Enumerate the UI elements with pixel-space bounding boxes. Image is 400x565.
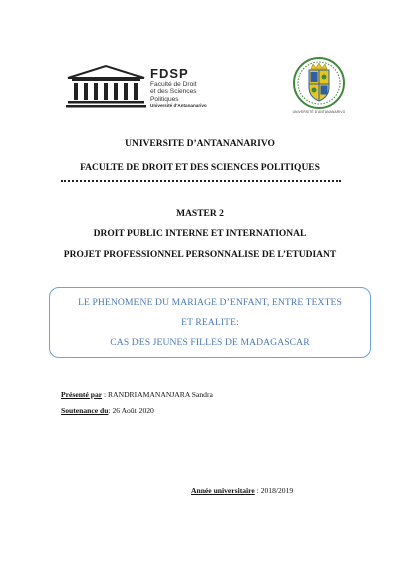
seal-caption: UNIVERSITÉ D'ANTANANARIVO xyxy=(292,110,346,114)
defense-value: : 26 Août 2020 xyxy=(108,406,154,415)
presenter-label: Présenté par xyxy=(61,390,103,399)
university-seal xyxy=(289,55,349,121)
defense-line xyxy=(61,406,154,415)
university-name: UNIVERSITE D’ANTANANARIVO xyxy=(125,139,275,149)
thesis-title-box xyxy=(49,287,371,358)
faculty-building-icon xyxy=(64,64,148,108)
university-seal-icon xyxy=(289,55,349,111)
thesis-title-line3: CAS DES JEUNES FILLES DE MADAGASCAR xyxy=(110,337,310,348)
faculty-name: FACULTE DE DROIT ET DES SCIENCES POLITIQUES xyxy=(80,163,320,173)
fdsp-line1: Faculté de Droit xyxy=(150,81,197,88)
degree-field: DROIT PUBLIC INTERNE ET INTERNATIONAL xyxy=(93,229,307,239)
academic-year-value: : 2018/2019 xyxy=(254,486,294,495)
project-type: PROJET PROFESSIONNEL PERSONNALISE DE L’ETUDIANT xyxy=(63,250,337,260)
defense-label: Soutenance du xyxy=(61,406,109,415)
fdsp-text xyxy=(150,67,214,109)
fdsp-line3: Université d'Antananarivo xyxy=(150,103,207,109)
dotted-divider xyxy=(61,180,341,182)
fdsp-line2: et des Sciences Politiques xyxy=(150,88,197,103)
thesis-title-line1: LE PHENOMENE DU MARIAGE D’ENFANT, ENTRE TEXTES xyxy=(78,297,342,308)
presenter-value: : RANDRIAMANANJARA Sandra xyxy=(102,390,213,399)
academic-year-line xyxy=(191,486,293,495)
degree-level: MASTER 2 xyxy=(176,209,224,219)
thesis-title-line2: ET REALITE: xyxy=(181,317,239,328)
presenter-line xyxy=(61,390,213,399)
fdsp-logo xyxy=(64,64,214,108)
academic-year-label: Année universitaire xyxy=(191,486,255,495)
fdsp-acronym: FDSP xyxy=(150,66,189,81)
